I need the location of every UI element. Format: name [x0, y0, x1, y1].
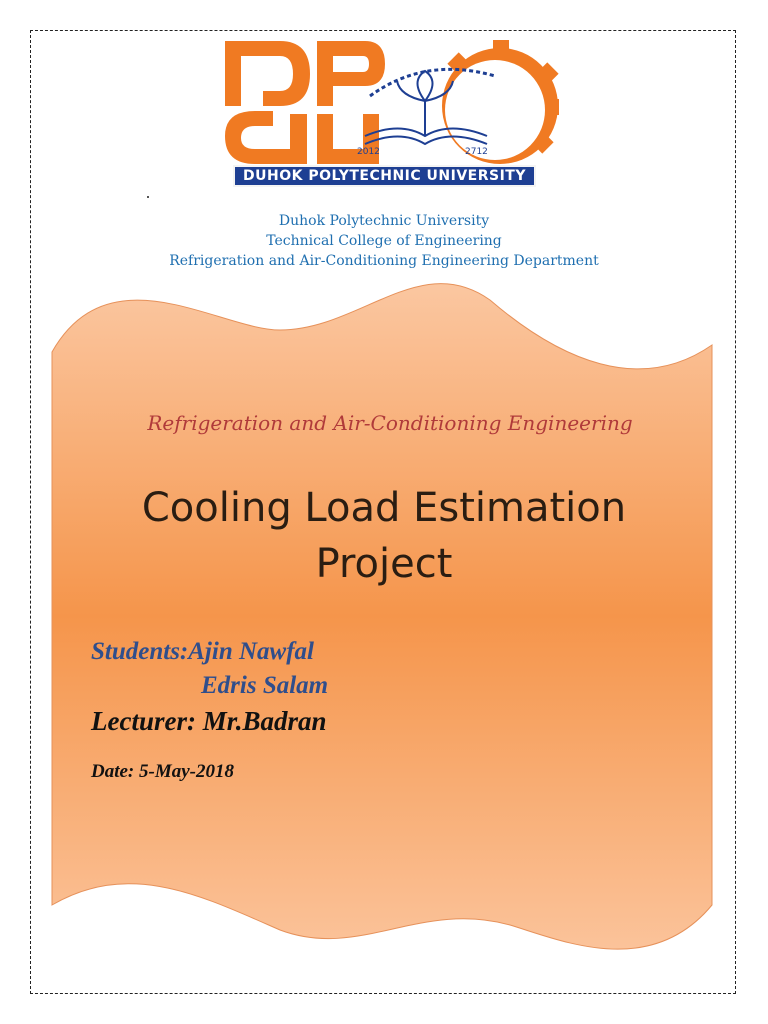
logo-year-right: 2712 [465, 147, 488, 157]
cover-subtitle: Refrigeration and Air-Conditioning Engineering [147, 411, 633, 435]
college-name: Technical College of Engineering [266, 233, 502, 249]
title-line-2: Project [315, 541, 453, 587]
students-line-1: Students:Ajin Nawfal [91, 638, 314, 665]
students-line-2: Edris Salam [201, 672, 329, 699]
date: Date: 5-May-2018 [91, 761, 234, 782]
cover-title [0, 480, 768, 592]
logo-year-left: 2012 [357, 147, 380, 157]
lecturer: Lecturer: Mr.Badran [91, 706, 327, 736]
university-name: Duhok Polytechnic University [278, 213, 490, 229]
title-line-1: Cooling Load Estimation [141, 485, 627, 531]
department-name: Refrigeration and Air-Conditioning Engineering Department [169, 253, 599, 269]
logo-banner: DUHOK POLYTECHNIC UNIVERSITY [233, 165, 536, 187]
